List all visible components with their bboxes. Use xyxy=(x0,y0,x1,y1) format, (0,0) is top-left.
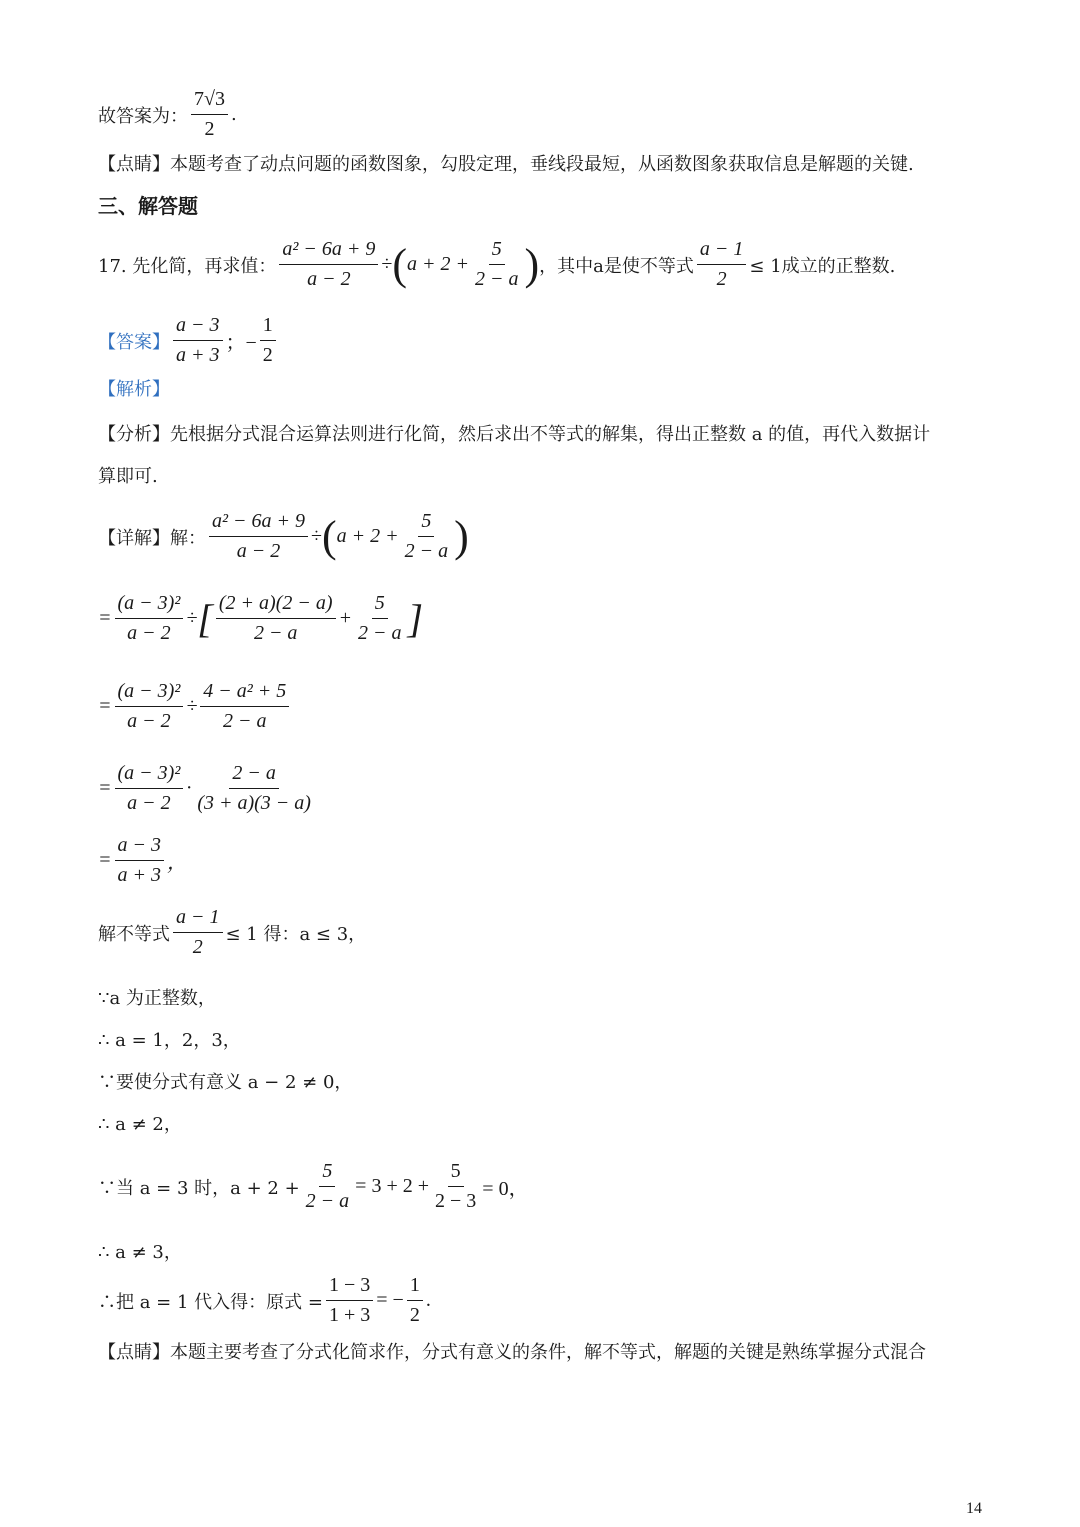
question-17 xyxy=(98,238,895,291)
answer-block xyxy=(98,314,279,367)
reason-text-1: ∵a 为正整数， xyxy=(98,988,216,1009)
left-bracket: [ xyxy=(197,595,213,641)
left-paren: ( xyxy=(392,239,407,289)
answer-label: 【答案】 xyxy=(98,331,170,353)
right-paren: ) xyxy=(524,239,540,289)
right-paren: ) xyxy=(454,511,469,561)
fraction-numerator: a − 3 xyxy=(115,834,165,861)
reason-line-1 xyxy=(98,984,216,1010)
equals-sign: = xyxy=(98,607,112,629)
comment-text: 【点睛】本题考查了动点问题的函数图象，勾股定理，垂线段最短，从函数图象获取信息是解题的关键. xyxy=(98,154,914,175)
step2-fraction-1 xyxy=(115,680,184,733)
fraction-denominator: a + 3 xyxy=(117,864,161,886)
fraction-denominator: a − 2 xyxy=(307,268,351,290)
fenxi-text-2: 算即可. xyxy=(98,466,158,487)
page-number: 14 xyxy=(966,1500,982,1517)
step4-suffix: ， xyxy=(167,852,187,874)
divide-sign: ÷ xyxy=(186,695,198,717)
fenxi-line-2 xyxy=(98,462,158,488)
divide-sign: ÷ xyxy=(186,607,198,629)
step1-fraction-3 xyxy=(355,592,405,645)
fraction-denominator: a − 2 xyxy=(236,540,281,562)
fraction-numerator: (a − 3)² xyxy=(115,592,184,619)
solution-fraction-2 xyxy=(402,510,452,563)
answer-fraction-numerator: 7√3 xyxy=(191,88,228,115)
answer-fraction-2 xyxy=(260,314,276,367)
fraction-denominator: 2 − a xyxy=(358,622,402,644)
comment-text-2: 【点睛】本题主要考查了分式化简求作，分式有意义的条件，解不等式，解题的关键是熟练掌握分式混合 xyxy=(98,1342,926,1363)
fraction-numerator: (a − 3)² xyxy=(115,762,184,789)
fraction-numerator: a² − 6a + 9 xyxy=(279,238,378,265)
fraction-numerator: 1 xyxy=(260,314,276,341)
step-2 xyxy=(98,680,292,733)
multiply-dot: · xyxy=(186,777,192,799)
analysis-label-line xyxy=(98,375,170,401)
answer-suffix: . xyxy=(230,104,237,125)
reason-7-suffix: . xyxy=(425,1289,431,1311)
fraction-numerator: 1 − 3 xyxy=(326,1274,373,1301)
fraction-denominator: a − 2 xyxy=(127,622,171,644)
fraction-numerator: (a − 3)² xyxy=(115,680,184,707)
fraction-numerator: 1 xyxy=(407,1274,423,1301)
inequality-line xyxy=(98,906,366,959)
reason-text-2: ∴ a = 1，2，3， xyxy=(98,1030,241,1051)
fraction-denominator: a − 2 xyxy=(127,792,171,814)
step-4 xyxy=(98,834,187,887)
fraction-denominator: 2 xyxy=(409,1304,420,1326)
question-mid: ，其中a是使不等式 xyxy=(539,255,694,277)
fraction-denominator: 2 xyxy=(716,268,727,290)
reason-line-3 xyxy=(98,1068,352,1094)
reason-line-4 xyxy=(98,1110,182,1136)
fraction-denominator: 1 + 3 xyxy=(328,1304,371,1326)
reason-text-3: ∵要使分式有意义 a − 2 ≠ 0， xyxy=(98,1072,353,1093)
fraction-denominator: 2 − 3 xyxy=(435,1190,477,1212)
section-heading xyxy=(98,190,198,219)
fraction-numerator: 2 − a xyxy=(229,762,279,789)
step3-fraction-1 xyxy=(115,762,184,815)
answer-fraction-denominator: 2 xyxy=(204,118,215,140)
reason-line-7 xyxy=(98,1274,431,1327)
plus-sign: + xyxy=(338,607,353,629)
step-1 xyxy=(98,592,423,645)
solution-fraction-1 xyxy=(209,510,308,563)
fraction-numerator: 5 xyxy=(372,592,388,619)
question-fraction-1 xyxy=(279,238,378,291)
reason-5-mid: = 3 + 2 + xyxy=(355,1175,430,1197)
inner-expression: a + 2 + xyxy=(336,525,399,547)
question-suffix: ≤ 1成立的正整数. xyxy=(749,255,896,277)
answer-fraction xyxy=(191,88,228,141)
reason-7-prefix: ∴把 a = 1 代入得：原式 = xyxy=(98,1291,323,1313)
fraction-denominator: a − 2 xyxy=(127,710,171,732)
right-bracket: ] xyxy=(407,595,424,641)
reason-5-suffix: = 0， xyxy=(482,1178,529,1200)
comment-line xyxy=(98,150,914,176)
reason-5-prefix: ∵当 a = 3 时，a + 2 + xyxy=(98,1177,300,1199)
fraction-denominator: (3 + a)(3 − a) xyxy=(197,792,311,814)
fraction-numerator: a − 1 xyxy=(173,906,223,933)
step1-fraction-1 xyxy=(115,592,184,645)
fraction-denominator: 2 − a xyxy=(305,1190,350,1212)
reason-5-fraction-1 xyxy=(303,1160,353,1213)
reason-7-fraction-2 xyxy=(407,1274,423,1327)
reason-text-6: ∴ a ≠ 3， xyxy=(98,1242,182,1263)
fenxi-text-1: 【分析】先根据分式混合运算法则进行化简，然后求出不等式的解集，得出正整数 a 的值，再代入数据计 xyxy=(98,424,931,445)
fraction-denominator: 2 − a xyxy=(253,622,298,644)
question-fraction-3 xyxy=(697,238,747,291)
reason-7-fraction-1 xyxy=(326,1274,373,1327)
reason-line-2 xyxy=(98,1026,241,1052)
analysis-label: 【解析】 xyxy=(98,379,170,400)
equals-sign: = xyxy=(98,695,112,717)
step3-fraction-2 xyxy=(194,762,314,815)
fraction-numerator: 5 xyxy=(448,1160,464,1187)
question-prefix: 17. 先化简，再求值： xyxy=(98,255,277,277)
step2-fraction-2 xyxy=(200,680,289,733)
divide-sign: ÷ xyxy=(381,253,393,275)
fraction-denominator: 2 xyxy=(192,936,203,958)
equals-sign: = xyxy=(98,849,112,871)
answer-line xyxy=(98,88,237,141)
fraction-numerator: 5 xyxy=(418,510,434,537)
fraction-denominator: 2 − a xyxy=(223,710,267,732)
inequality-suffix: ≤ 1 得：a ≤ 3， xyxy=(225,923,367,945)
answer-fraction-1 xyxy=(173,314,223,367)
fraction-numerator: a − 1 xyxy=(697,238,747,265)
answer-prefix: 故答案为： xyxy=(98,105,188,127)
fraction-numerator: 4 − a² + 5 xyxy=(200,680,289,707)
equals-sign: = xyxy=(98,777,112,799)
fraction-numerator: (2 + a)(2 − a) xyxy=(216,592,336,619)
fraction-denominator: 2 − a xyxy=(404,540,449,562)
solution-intro xyxy=(98,510,469,563)
inequality-prefix: 解不等式 xyxy=(98,923,170,945)
question-fraction-2 xyxy=(472,238,522,291)
reason-5-fraction-2 xyxy=(432,1160,479,1213)
fraction-numerator: a² − 6a + 9 xyxy=(209,510,308,537)
fraction-denominator: 2 xyxy=(262,344,273,366)
answer-separator: ；− xyxy=(225,332,257,354)
reason-text-4: ∴ a ≠ 2， xyxy=(98,1114,182,1135)
fraction-denominator: 2 − a xyxy=(475,268,519,290)
step1-fraction-2 xyxy=(216,592,336,645)
fraction-denominator: a + 3 xyxy=(176,344,220,366)
fraction-numerator: 5 xyxy=(319,1160,335,1187)
inequality-fraction xyxy=(173,906,223,959)
comment-line-2 xyxy=(98,1338,926,1364)
solution-prefix: 【详解】解： xyxy=(98,527,206,549)
divide-sign: ÷ xyxy=(311,525,322,547)
step4-fraction xyxy=(115,834,165,887)
fraction-numerator: a − 3 xyxy=(173,314,223,341)
section-heading-text: 三、解答题 xyxy=(98,194,198,218)
reason-7-mid: = − xyxy=(376,1289,404,1311)
inner-expression: a + 2 + xyxy=(407,253,469,275)
left-paren: ( xyxy=(321,511,337,561)
fenxi-line-1 xyxy=(98,420,930,446)
reason-line-6 xyxy=(98,1238,182,1264)
reason-line-5 xyxy=(98,1160,529,1213)
step-3 xyxy=(98,762,317,815)
fraction-numerator: 5 xyxy=(489,238,505,265)
